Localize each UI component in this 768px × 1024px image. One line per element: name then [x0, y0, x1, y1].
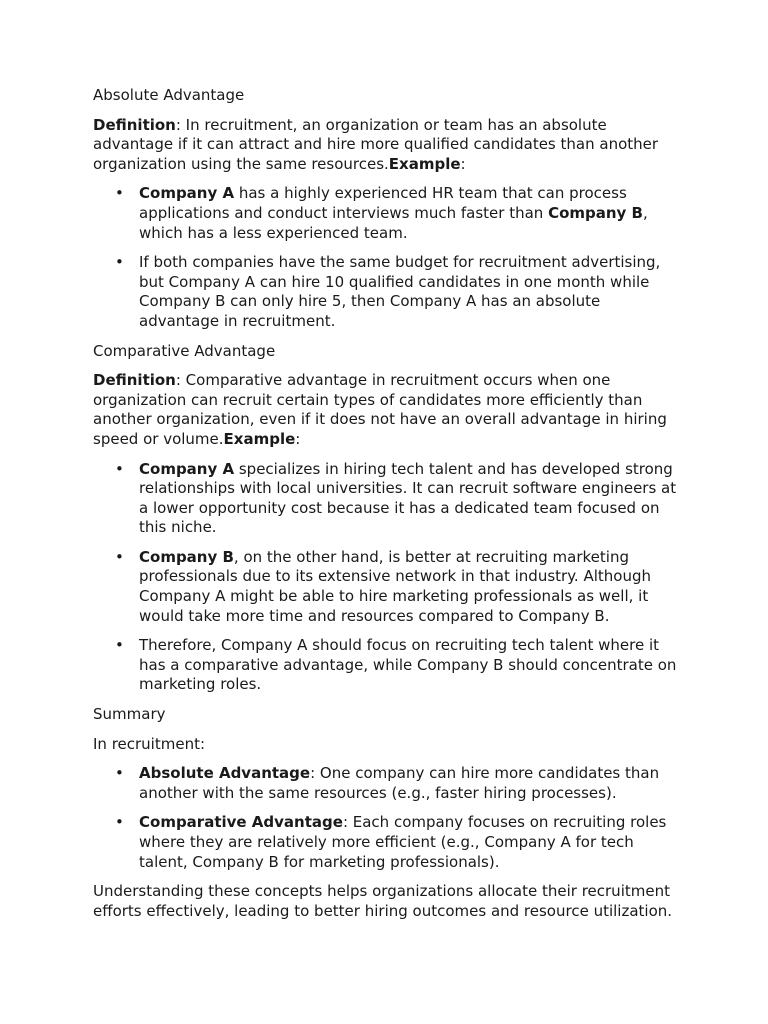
list-item — [115, 636, 683, 695]
definition-text: : Comparative advantage in recruitment occurs when one organization can recruit certain types of candidates more efficiently than another organization, even if it does not have an overall advantage in hiring speed or volume. — [93, 371, 667, 448]
list-item — [115, 547, 683, 626]
example-colon: : — [460, 154, 466, 173]
document-page — [93, 86, 683, 931]
bullet-icon: • — [115, 253, 124, 272]
list-item-text: , on the other hand, is better at recruiting marketing professionals due to its extensive network in that industry. Although Company A might be able to hire marketing professionals as well, it would take more time and resources compared to Company B. — [139, 547, 651, 625]
list-item-text: specializes in hiring tech talent and has developed strong relationships with local universities. It can recruit software engineers at a lower opportunity cost because it has a dedicated team focused on this niche. — [139, 459, 677, 537]
summary-intro: In recruitment: — [93, 734, 206, 753]
bullet-icon: • — [115, 184, 124, 203]
definition-label: Definition — [93, 115, 176, 134]
bold-term: Company B — [139, 547, 234, 566]
comparative-definition-paragraph — [93, 371, 683, 449]
list-item-text: Therefore, Company A should focus on recruiting tech talent where it has a comparative advantage, while Company B should concentrate on marketing roles. — [139, 636, 677, 694]
absolute-advantage-heading: Absolute Advantage — [93, 86, 245, 104]
bold-term: Comparative Advantage — [139, 813, 343, 832]
list-item — [115, 459, 683, 538]
list-item-text: If both companies have the same budget for recruitment advertising, but Company A can hire 10 qualified candidates in one month while Company B can only hire 5, then Company A has an absolute advantage in recruitment. — [139, 253, 661, 330]
absolute-definition-paragraph — [93, 116, 683, 175]
list-item-text: : Each company focuses on recruiting roles where they are relatively more efficient (e.g., Company A for tech talent, Company B for marketing professionals). — [139, 813, 667, 871]
example-label: Example — [223, 429, 296, 448]
list-item — [115, 813, 683, 872]
summary-list — [93, 764, 683, 872]
definition-label: Definition — [93, 371, 176, 390]
list-item-text: , which has a less experienced team. — [139, 203, 648, 242]
bold-term: Absolute Advantage — [139, 764, 311, 783]
absolute-example-list — [93, 184, 683, 331]
example-label: Example — [388, 154, 461, 173]
comparative-example-list — [93, 460, 683, 696]
bold-term: Company A — [139, 459, 235, 478]
bold-term: Company B — [548, 203, 643, 222]
bullet-icon: • — [115, 547, 124, 566]
bullet-icon: • — [115, 636, 124, 655]
summary-heading: Summary — [93, 705, 166, 724]
list-item — [115, 184, 683, 243]
conclusion-paragraph: Understanding these concepts helps organizations allocate their recruitment efforts effectively, leading to better hiring outcomes and resource utilization. — [93, 882, 673, 920]
comparative-advantage-heading: Comparative Advantage — [93, 341, 276, 360]
list-item — [115, 253, 683, 331]
example-colon: : — [295, 429, 301, 448]
bullet-icon: • — [115, 813, 124, 832]
bullet-icon: • — [115, 764, 124, 783]
list-item-text: : One company can hire more candidates than another with the same resources (e.g., faster hiring processes). — [139, 764, 660, 802]
bullet-icon: • — [115, 459, 124, 478]
list-item-text: has a highly experienced HR team that can process applications and conduct interviews much faster than — [139, 184, 627, 222]
definition-text: : In recruitment, an organization or team has an absolute advantage if it can attract and hire more qualified candidates than another organization using the same resources. — [93, 115, 659, 173]
bold-term: Company A — [139, 184, 235, 203]
list-item — [115, 764, 683, 803]
